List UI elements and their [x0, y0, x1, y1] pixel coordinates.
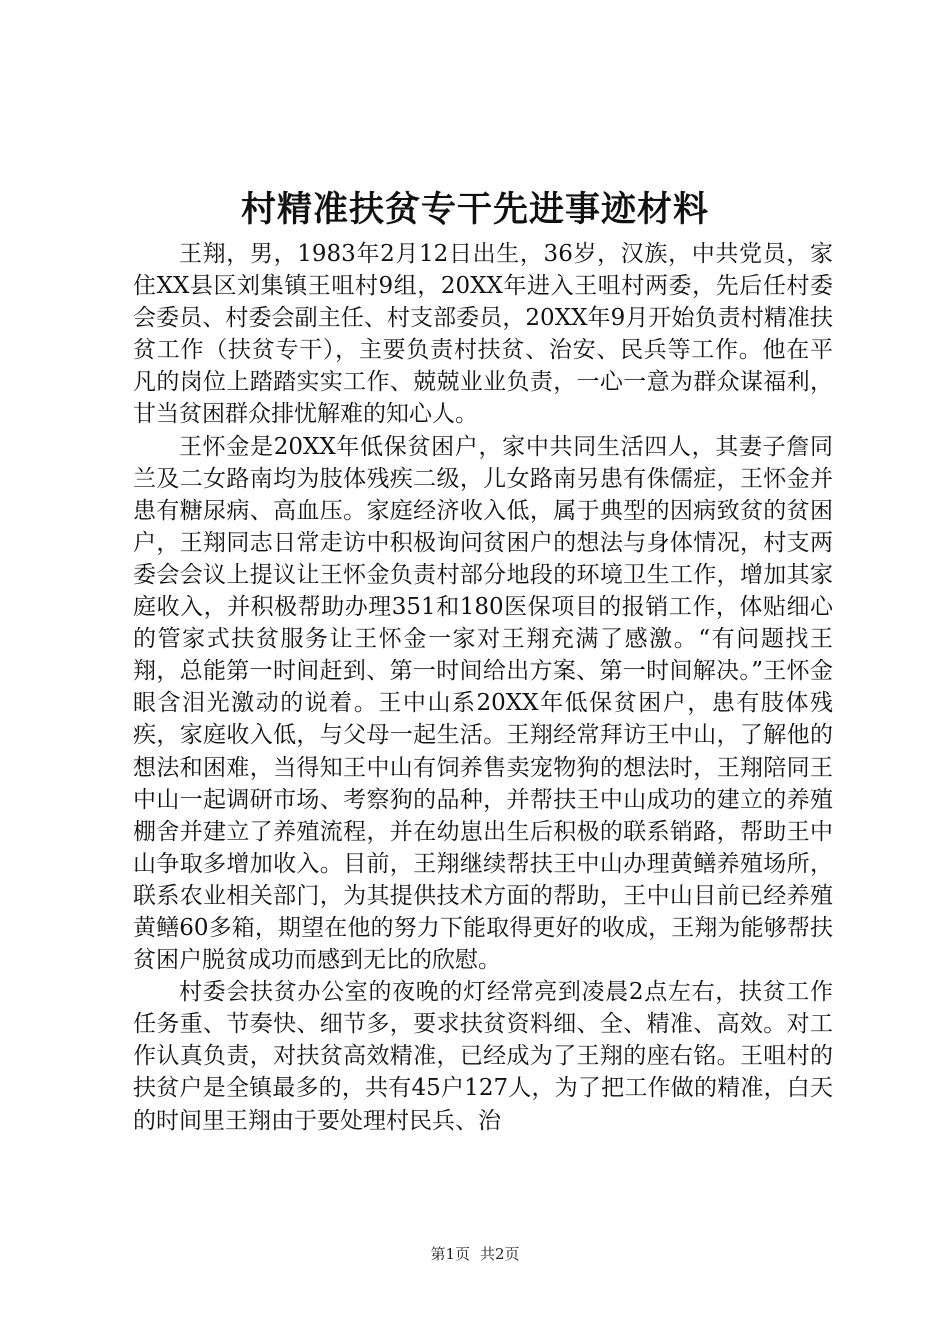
- document-title: 村精准扶贫专干先进事迹材料: [240, 189, 709, 230]
- paragraph-3: 村委会扶贫办公室的夜晚的灯经常亮到凌晨2点左右，扶贫工作任务重、节奏快、细节多，要求扶贫资料细、全、精准、高效。对工作认真负责，对扶贫高效精准，已经成为了王翔的座右铭。王咀村的扶贫户是全镇最多的，共有45户127人，为了把工作做的精准，白天的时间里王翔由于要处理村民兵、治: [133, 979, 833, 1134]
- paragraph-1: 王翔，男，1983年2月12日出生，36岁，汉族，中共党员，家住XX县区刘集镇王咀村9组，20XX年进入王咀村两委，先后任村委会委员、村委会副主任、村支部委员，20XX年9月开始负责村精准扶贫工作（扶贫专干），主要负责村扶贫、治安、民兵等工作。他在平凡的岗位上踏踏实实工作、兢兢业业负责，一心一意为群众谋福利，甘当贫困群众排忧解难的知心人。: [133, 241, 833, 428]
- page-number: 第1页: [430, 1245, 470, 1263]
- document-body: [133, 238, 833, 1137]
- page-footer: [0, 1244, 950, 1264]
- page-total: 共2页: [480, 1245, 520, 1263]
- paragraph-2: 王怀金是20XX年低保贫困户，家中共同生活四人，其妻子詹同兰及二女路南均为肢体残疾二级，儿女路南另患有侏儒症，王怀金并患有糖尿病、高血压。家庭经济收入低，属于典型的因病致贫的贫困户，王翔同志日常走访中积极询问贫困户的想法与身体情况，村支两委会会议上提议让王怀金负责村部分地段的环境卫生工作，增加其家庭收入，并积极帮助办理351和180医保项目的报销工作，体贴细心的管家式扶贫服务让王怀金一家对王翔充满了感激。“有问题找王翔，总能第一时间赶到、第一时间给出方案、第一时间解决。”王怀金眼含泪光激动的说着。王中山系20XX年低保贫困户，患有肢体残疾，家庭收入低，与父母一起生活。王翔经常拜访王中山，了解他的想法和困难，当得知王中山有饲养售卖宠物狗的想法时，王翔陪同王中山一起调研市场、考察狗的品种，并帮扶王中山成功的建立的养殖棚舍并建立了养殖流程，并在幼崽出生后积极的联系销路，帮助王中山争取多增加收入。目前，王翔继续帮扶王中山办理黄鳝养殖场所，联系农业相关部门，为其提供技术方面的帮助，王中山目前已经养殖黄鳝60多箱，期望在他的努力下能取得更好的收成，王翔为能够帮扶贫困户脱贫成功而感到无比的欣慰。: [133, 433, 833, 974]
